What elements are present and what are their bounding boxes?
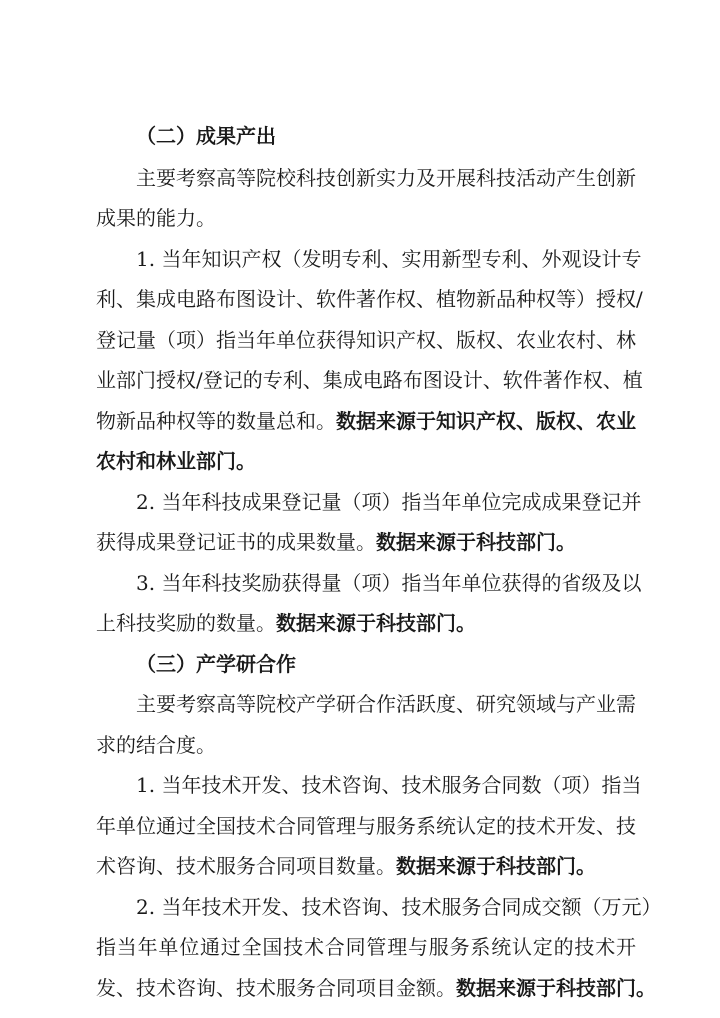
paragraph-line: 1. 当年技术开发、技术咨询、技术服务合同数（项）指当: [136, 773, 642, 797]
data-source-note: 数据来源于科技部门。: [396, 854, 596, 878]
paragraph-text: 上科技奖励的数量。: [96, 611, 276, 635]
paragraph-line: 3. 当年科技奖励获得量（项）指当年单位获得的省级及以: [136, 571, 642, 595]
paragraph-text: 术咨询、技术服务合同项目数量。: [96, 854, 396, 878]
paragraph-line: 登记量（项）指当年单位获得知识产权、版权、农业农村、林: [96, 328, 636, 352]
section-heading-achievements: （二）成果产出: [136, 124, 276, 148]
paragraph-line: 主要考察高等院校产学研合作活跃度、研究领域与产业需: [136, 692, 636, 716]
paragraph-line: 年单位通过全国技术合同管理与服务系统认定的技术开发、技: [96, 814, 636, 838]
data-source-note: 数据来源于科技部门。: [276, 611, 476, 635]
paragraph-line: 利、集成电路布图设计、软件著作权、植物新品种权等）授权/: [96, 287, 643, 311]
paragraph-line: 主要考察高等院校科技创新实力及开展科技活动产生创新: [136, 166, 636, 190]
paragraph-line: 1. 当年知识产权（发明专利、实用新型专利、外观设计专: [136, 247, 642, 271]
data-source-note: 数据来源于科技部门。: [376, 530, 576, 554]
paragraph-line: [96, 406, 636, 436]
paragraph-line: [96, 851, 636, 881]
paragraph-text: 物新品种权等的数量总和。: [96, 409, 336, 433]
paragraph-line: 成果的能力。: [96, 206, 216, 230]
data-source-note: 数据来源于知识产权、版权、农业: [336, 409, 636, 433]
data-source-note: 农村和林业部门。: [96, 449, 256, 473]
paragraph-line: 2. 当年技术开发、技术咨询、技术服务合同成交额（万元）: [136, 895, 662, 919]
paragraph-line: 2. 当年科技成果登记量（项）指当年单位完成成果登记并: [136, 490, 642, 514]
section-heading-cooperation: （三）产学研合作: [136, 652, 296, 676]
data-source-note: 数据来源于科技部门。: [456, 976, 656, 1000]
paragraph-line: [96, 527, 636, 557]
paragraph-line: [96, 608, 636, 638]
paragraph-line: 求的结合度。: [96, 733, 216, 757]
paragraph-text: 获得成果登记证书的成果数量。: [96, 530, 376, 554]
paragraph-line: 业部门授权/登记的专利、集成电路布图设计、软件著作权、植: [96, 368, 643, 392]
paragraph-line: 指当年单位通过全国技术合同管理与服务系统认定的技术开: [96, 935, 636, 959]
paragraph-line: [96, 973, 656, 1003]
paragraph-text: 发、技术咨询、技术服务合同项目金额。: [96, 976, 456, 1000]
